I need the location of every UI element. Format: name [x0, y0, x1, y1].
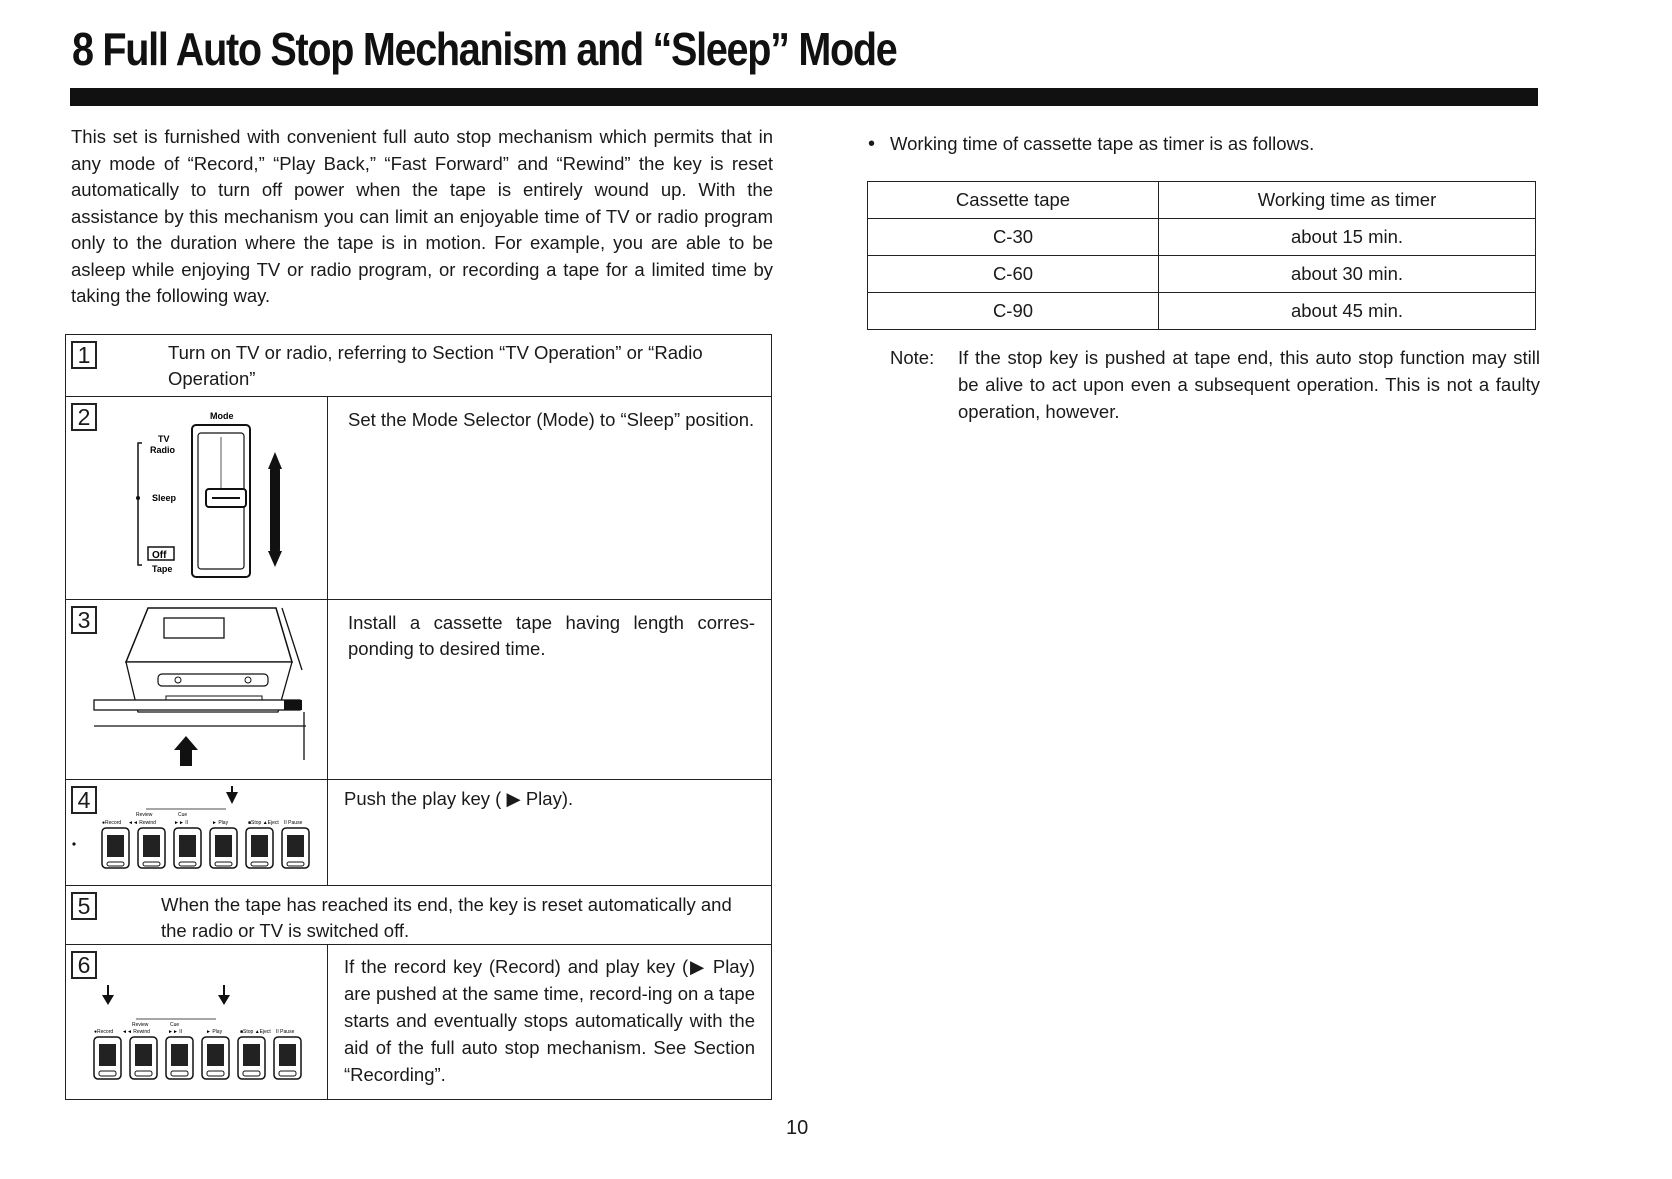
title-rule — [70, 88, 1538, 106]
timer-cell-cassette: C-90 — [868, 293, 1159, 330]
keys-illustration-record-play — [66, 945, 328, 1100]
timer-row — [868, 256, 1536, 293]
key-record — [102, 828, 129, 868]
page-number: 10 — [786, 1117, 809, 1139]
step-text-1: Turn on TV or radio, referring to Section “TV Operation” or “Radio Operation” — [168, 342, 703, 389]
key-label-pause: II Pause — [284, 820, 303, 826]
timer-header-row — [868, 182, 1536, 219]
key-label-rewind: ◄◄ Rewind — [128, 820, 156, 826]
timer-cell-cassette: C-30 — [868, 219, 1159, 256]
key-pause — [282, 828, 309, 868]
step-row-2 — [66, 397, 772, 600]
step-row-4 — [66, 780, 772, 886]
step-text-5: When the tape has reached its end, the key is reset automatically and the radio or TV is switched off. — [161, 894, 732, 941]
step-text-6: If the record key (Record) and play key (▶ Play) are pushed at the same time, record-ing on a tape starts and eventually stops automatically with the aid of the full auto stop mechanism. See Section “Recording”. — [344, 956, 756, 1085]
timer-cell-time: about 15 min. — [1159, 219, 1536, 256]
sleep-marker — [136, 496, 140, 500]
deck-latch — [284, 700, 302, 710]
bullet-icon: • — [868, 133, 876, 155]
timer-header-working-time: Working time as timer — [1159, 182, 1536, 219]
group-label-cue-2: Cue — [170, 1022, 180, 1028]
mode-selector-illustration — [66, 397, 328, 600]
key-pause-2 — [274, 1037, 301, 1079]
key-label-play: ► Play — [212, 820, 229, 826]
step-row-3 — [66, 600, 772, 780]
deck-rail — [94, 700, 300, 710]
key-label-record: ●Record — [102, 820, 122, 826]
key-row-2 — [94, 1037, 301, 1079]
step-row-6 — [66, 945, 772, 1100]
mode-pos-sleep: Sleep — [152, 493, 177, 503]
step-row-5 — [66, 886, 772, 945]
timer-cell-time: about 30 min. — [1159, 256, 1536, 293]
key-play-2 — [202, 1037, 229, 1079]
mode-pos-radio: Radio — [150, 445, 176, 455]
step-text-3: Install a cassette tape having length corres-ponding to desired time. — [348, 612, 756, 659]
step-number-1: 1 — [71, 341, 97, 369]
double-arrow-shaft — [270, 467, 280, 553]
keys-illustration-play — [66, 780, 328, 886]
key-label-stop-eject-2: ■Stop ▲Eject — [240, 1029, 271, 1035]
mode-pos-tv: TV — [158, 434, 170, 444]
cassette-illustration — [66, 600, 328, 780]
steps-table — [65, 334, 772, 1100]
step-number-3: 3 — [71, 606, 97, 634]
key-record-2 — [94, 1037, 121, 1079]
note — [890, 344, 1540, 425]
key-label-record-2: ●Record — [94, 1029, 114, 1035]
key-label-stop-eject: ■Stop ▲Eject — [248, 820, 279, 826]
play-key-arrow-icon-2 — [218, 995, 230, 1005]
timer-row — [868, 219, 1536, 256]
step-number-2: 2 — [71, 403, 97, 431]
mode-pos-off: Off — [152, 550, 167, 561]
mode-pos-tape: Tape — [152, 564, 173, 574]
timer-table — [867, 181, 1536, 330]
group-label-cue: Cue — [178, 812, 188, 818]
key-stop-eject — [246, 828, 273, 868]
key-play — [210, 828, 237, 868]
key-label-play-2: ► Play — [206, 1029, 223, 1035]
note-label: Note: — [890, 347, 935, 368]
timer-intro-text: Working time of cassette tape as timer is as follows. — [890, 133, 1315, 154]
intro-paragraph: This set is furnished with convenient full auto stop mechanism which permits that in any mode of “Record,” “Play Back,” “Fast Forward” and “Rewind” the key is reset automatically to turn off power when the tape is entirely wound up. With the assistance by this mechanism you can limit an enjoyable time of TV or radio program only to the duration where the tape is in motion. For example, you are able to be asleep while enjoying TV or radio program, or recording a tape for a limited time by taking the following way. — [71, 126, 773, 306]
mode-label: Mode — [210, 411, 234, 421]
record-key-arrow-icon — [102, 995, 114, 1005]
key-rewind — [138, 828, 165, 868]
key-stop-eject-2 — [238, 1037, 265, 1079]
key-ff — [174, 828, 201, 868]
arrow-down-icon — [268, 551, 282, 567]
timer-cell-cassette: C-60 — [868, 256, 1159, 293]
step-number-6: 6 — [71, 951, 97, 979]
step-number-5: 5 — [71, 892, 97, 920]
timer-intro — [868, 133, 1314, 156]
note-text: If the stop key is pushed at tape end, this auto stop function may still be alive to act upon even a subsequent operation. This is not a faulty operation, however. — [958, 347, 1540, 422]
timer-header-cassette: Cassette tape — [868, 182, 1159, 219]
mode-bracket — [138, 443, 142, 565]
step-text-2: Set the Mode Selector (Mode) to “Sleep” position. — [348, 409, 755, 430]
cassette-door — [126, 608, 292, 662]
key-label-rewind-2: ◄◄ Rewind — [122, 1029, 150, 1035]
key-ff-2 — [166, 1037, 193, 1079]
group-label-review: Review — [136, 812, 153, 818]
timer-cell-time: about 45 min. — [1159, 293, 1536, 330]
timer-row — [868, 293, 1536, 330]
step-number-4: 4 — [71, 786, 97, 814]
group-label-review-2: Review — [132, 1022, 149, 1028]
key-rewind-2 — [130, 1037, 157, 1079]
arrow-up-icon — [268, 452, 282, 469]
key-label-pause-2: II Pause — [276, 1029, 295, 1035]
key-label-ff: ►► II — [174, 820, 189, 826]
step-text-4: Push the play key ( ▶ Play). — [344, 788, 574, 809]
key-row — [102, 828, 309, 868]
key-label-ff-2: ►► II — [168, 1029, 183, 1035]
insert-arrow-icon — [174, 736, 198, 766]
page-title: 8 Full Auto Stop Mechanism and “Sleep” Mode — [72, 23, 897, 75]
step-row-1 — [66, 335, 772, 397]
